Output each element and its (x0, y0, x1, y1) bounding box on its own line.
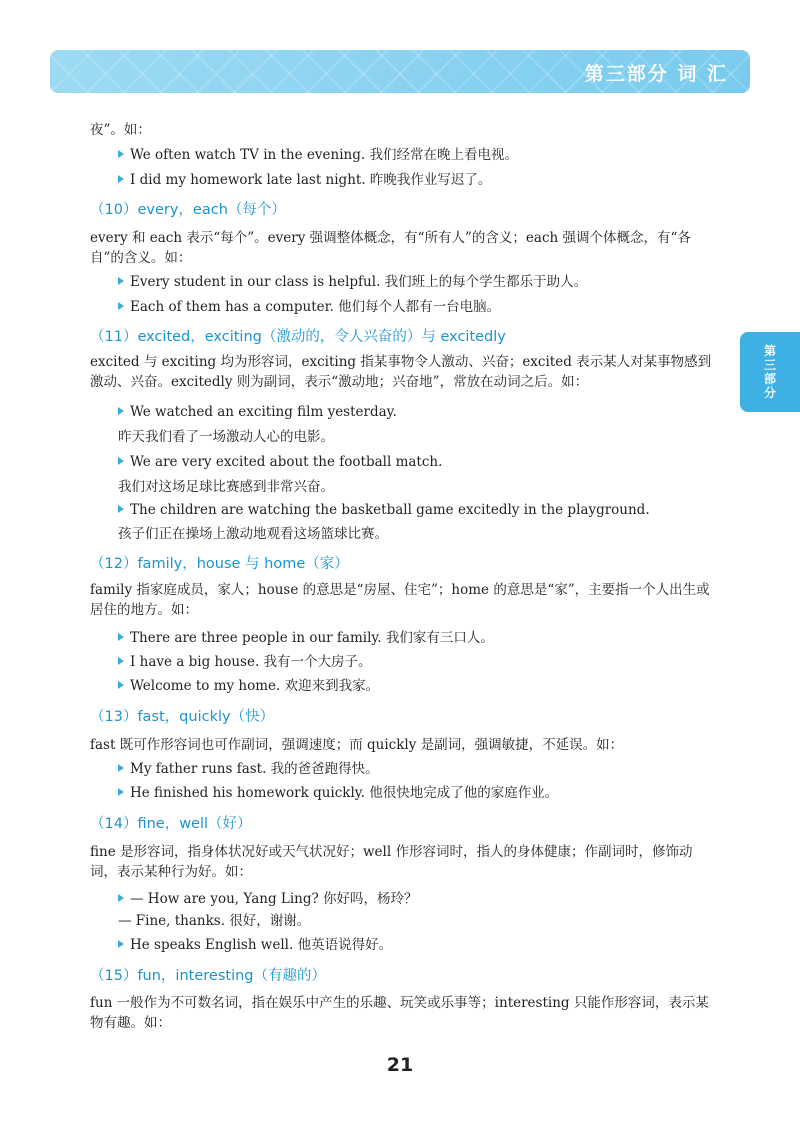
body-paragraph: fast 既可作形容词也可作副词，强调速度；而 quickly 是副词，强调敏捷，不延误。如： (90, 737, 624, 753)
example-item (118, 783, 558, 803)
bullet-triangle-icon (118, 788, 124, 796)
body-paragraph: every 和 each 表示“每个”。every 强调整体概念，有“所有人”的含义；each 强调个体概念，有“各自”的含义。如： (90, 230, 691, 266)
example-translation: — Fine, thanks. 很好，谢谢。 (118, 913, 311, 929)
body-paragraph: family 指家庭成员，家人；house 的意思是“房屋、住宅”；home 的意思是“家”，主要指一个人出生或居住的地方。如： (90, 582, 710, 618)
side-tab-label: 第三部分 (763, 344, 776, 400)
bullet-triangle-icon (118, 150, 124, 158)
bullet-triangle-icon (118, 175, 124, 183)
example-item (118, 652, 372, 672)
section-title: 第三部分 词 汇 (584, 63, 728, 85)
bullet-triangle-icon (118, 277, 124, 285)
example-item (118, 297, 500, 317)
example-text: We are very excited about the football match. (130, 454, 443, 470)
example-translation: 昨天我们看了一场激动人心的电影。 (118, 429, 334, 445)
bullet-triangle-icon (118, 681, 124, 689)
example-text: Every student in our class is helpful. 我们班上的每个学生都乐于助人。 (130, 274, 588, 290)
example-text: Each of them has a computer. 他们每个人都有一台电脑。 (130, 299, 501, 315)
example-item (118, 676, 379, 696)
section-heading: （14）fine，well（好） (90, 816, 252, 832)
example-translation: 我们对这场足球比赛感到非常兴奋。 (118, 479, 334, 495)
bullet-triangle-icon (118, 657, 124, 665)
example-text: I did my homework late last night. 昨晚我作业写迟了。 (130, 172, 492, 188)
body-paragraph: 夜”。如： (90, 122, 151, 138)
example-item (118, 759, 379, 779)
example-item (118, 452, 442, 472)
bullet-triangle-icon (118, 407, 124, 415)
example-text: Welcome to my home. 欢迎来到我家。 (130, 678, 380, 694)
body-paragraph: fine 是形容词，指身体状况好或天气状况好；well 作形容词时，指人的身体健康；作副词时，修饰动词，表示某种行为好。如： (90, 844, 693, 880)
bullet-triangle-icon (118, 457, 124, 465)
bullet-triangle-icon (118, 302, 124, 310)
section-heading: （11）excited，exciting（激动的，令人兴奋的）与 excitedly (90, 329, 506, 345)
example-text: My father runs fast. 我的爸爸跑得快。 (130, 761, 379, 777)
example-translation: 孩子们正在操场上激动地观看这场篮球比赛。 (118, 526, 388, 542)
page-number: 21 (386, 1054, 414, 1076)
example-item (118, 145, 518, 165)
section-heading: （13）fast，quickly（快） (90, 709, 275, 725)
example-text: We watched an exciting film yesterday. (130, 404, 397, 420)
example-text: I have a big house. 我有一个大房子。 (130, 654, 372, 670)
example-text: He speaks English well. 他英语说得好。 (130, 937, 393, 953)
example-item (118, 402, 397, 422)
example-item (118, 170, 491, 190)
bullet-triangle-icon (118, 764, 124, 772)
bullet-triangle-icon (118, 633, 124, 641)
example-text: We often watch TV in the evening. 我们经常在晚上看电视。 (130, 147, 518, 163)
example-item (118, 935, 392, 955)
body-paragraph: fun 一般作为不可数名词，指在娱乐中产生的乐趣、玩笑或乐事等；interesting 只能作形容词，表示某物有趣。如： (90, 995, 709, 1031)
example-text: He finished his homework quickly. 他很快地完成了他的家庭作业。 (130, 785, 559, 801)
example-item (118, 889, 418, 909)
section-heading: （10）every，each（每个） (90, 202, 286, 218)
bullet-triangle-icon (118, 940, 124, 948)
section-heading: （12）family，house 与 home（家） (90, 556, 349, 572)
bullet-triangle-icon (118, 894, 124, 902)
example-text: The children are watching the basketball game excitedly in the playground. (130, 502, 650, 518)
body-paragraph: excited 与 exciting 均为形容词，exciting 指某事物令人激动、兴奋；excited 表示某人对某事物感到激动、兴奋。excitedly 则为副词，表示“激动地；兴奋地”，常放在动词之后。如： (90, 354, 712, 390)
example-text: — How are you, Yang Ling? 你好吗，杨玲？ (130, 891, 418, 907)
section-heading: （15）fun，interesting（有趣的） (90, 968, 326, 984)
example-item (118, 272, 587, 292)
example-item (118, 628, 494, 648)
bullet-triangle-icon (118, 505, 124, 513)
example-text: There are three people in our family. 我们家有三口人。 (130, 630, 494, 646)
example-item (118, 500, 650, 520)
